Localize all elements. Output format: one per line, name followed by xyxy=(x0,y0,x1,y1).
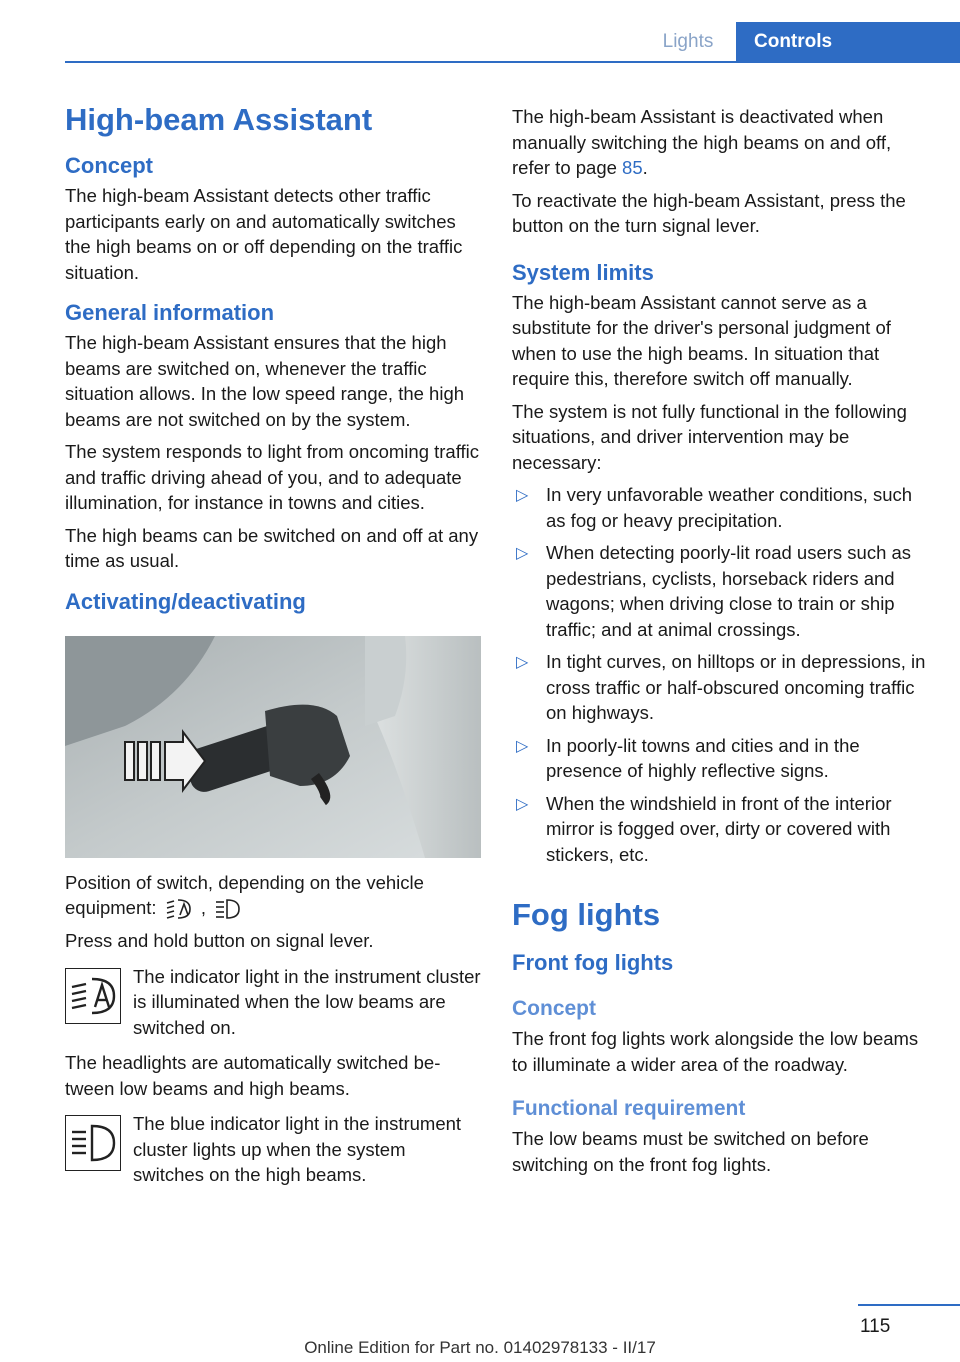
concept-heading: Concept xyxy=(65,153,153,178)
header-rule xyxy=(65,61,960,63)
position-separator: , xyxy=(200,897,206,918)
fog-lights-title: Fog lights xyxy=(512,897,661,932)
limits-list xyxy=(512,482,932,867)
activating-heading: Activating/deactivating xyxy=(65,588,306,614)
deactivate-text-end: . xyxy=(642,157,648,178)
header-tab-controls-label: Controls xyxy=(754,31,833,52)
front-fog-lights-heading: Front fog lights xyxy=(512,950,674,975)
indicator1-text: The indicator light in the instrument cluster is illuminated when the low beams are switched on. xyxy=(133,965,481,1038)
page-reference-link[interactable]: 85 xyxy=(622,157,643,178)
limits-paragraph-2: The system is not fully functional in the following situations, and driver intervention may be necessary: xyxy=(512,400,907,473)
limits-paragraph-1: The high-beam Assistant cannot serve as a substitute for the driver's personal judgment of when to use the high beams. In situation that require this, therefore switch off manually. xyxy=(512,291,891,389)
fog-concept-text: The front fog lights work alongside the low beams to illuminate a wider area of the roadway. xyxy=(512,1028,919,1075)
general-paragraph-2: The system responds to light from oncoming traffic and traffic driving ahead of you, and to adequate illumination, for instance in towns and cities. xyxy=(65,441,480,513)
right-column xyxy=(512,104,932,1184)
list-item xyxy=(512,649,932,726)
page-number: 115 xyxy=(860,1316,891,1337)
triangle-bullet-icon: ▷ xyxy=(516,737,529,755)
press-hold-text: Press and hold button on signal lever. xyxy=(65,930,374,952)
signal-lever-photo xyxy=(65,636,481,858)
list-item-text: In poorly-lit towns and cities and in the presence of highly reflective signs. xyxy=(546,734,860,781)
triangle-bullet-icon: ▷ xyxy=(516,795,529,813)
position-text-label: Position of switch, depending on the vehicle equipment: xyxy=(65,871,424,918)
indicator-row-assistant xyxy=(65,964,481,1041)
footer-rule xyxy=(858,1304,960,1306)
functional-requirement-text: The low beams must be switched on before switching on the front fog lights. xyxy=(512,1128,869,1175)
list-item xyxy=(512,482,932,533)
list-item-text: In tight curves, on hilltops or in depressions, in cross traffic or half-obscured oncoming traffic on highways. xyxy=(546,651,926,723)
left-column xyxy=(65,100,481,1198)
footer-edition-text: Online Edition for Part no. 01402978133 - II/17 xyxy=(304,1338,656,1357)
auto-switch-text: The headlights are automatically switched between low beams and high beams. xyxy=(65,1052,441,1099)
triangle-bullet-icon: ▷ xyxy=(516,545,529,562)
system-limits-heading: System limits xyxy=(512,259,654,285)
page-title: High-beam Assistant xyxy=(65,102,373,137)
triangle-bullet-icon: ▷ xyxy=(516,654,529,671)
indicator-row-high-beam xyxy=(65,1111,481,1188)
high-beam-assistant-indicator-icon xyxy=(65,968,121,1024)
deactivate-text xyxy=(512,104,932,181)
list-item xyxy=(512,540,932,642)
general-information-heading: General information xyxy=(65,300,275,325)
position-text xyxy=(65,870,481,922)
list-item-text: When detecting poorly-lit road users such as pedestrians, cyclists, horseback riders and wagons; when driving close to train or ship traffic; and at animal crossings. xyxy=(546,542,912,640)
header-tab-lights[interactable]: Lights xyxy=(662,31,714,52)
list-item-text: In very unfavorable weather conditions, such as fog or heavy precipitation. xyxy=(546,484,913,531)
concept-text: The high-beam Assistant detects other traffic participants early on and automatically switches the high beams on or off depending on the traffic situation. xyxy=(65,185,463,283)
functional-requirement-heading: Functional requirement xyxy=(512,1097,746,1120)
indicator2-text: The blue indicator light in the instrument cluster lights up when the system switches on the high beams. xyxy=(133,1113,462,1186)
general-paragraph-1: The high-beam Assistant ensures that the high beams are switched on, whenever the traffic situation allows. In the low speed range, the high beams are not switched on by the system. xyxy=(65,332,465,430)
high-beam-indicator-icon xyxy=(65,1115,121,1171)
fog-concept-heading: Concept xyxy=(512,997,596,1020)
list-item xyxy=(512,791,932,868)
header-tab-controls[interactable] xyxy=(736,22,960,62)
reactivate-text: To reactivate the high-beam Assistant, press the button on the turn signal lever. xyxy=(512,189,906,236)
general-paragraph-3: The high beams can be switched on and off at any time as usual. xyxy=(65,524,479,571)
deactivate-text-body: The high-beam Assistant is deactivated when manually switching the high beams on and off, refer to page xyxy=(512,106,892,178)
list-item-text: When the windshield in front of the interior mirror is fogged over, dirty or covered with stickers, etc. xyxy=(546,792,892,865)
list-item xyxy=(512,733,932,784)
high-beam-assistant-a-icon xyxy=(166,897,192,921)
triangle-bullet-icon: ▷ xyxy=(516,487,529,504)
high-beam-assistant-icon xyxy=(215,897,241,921)
